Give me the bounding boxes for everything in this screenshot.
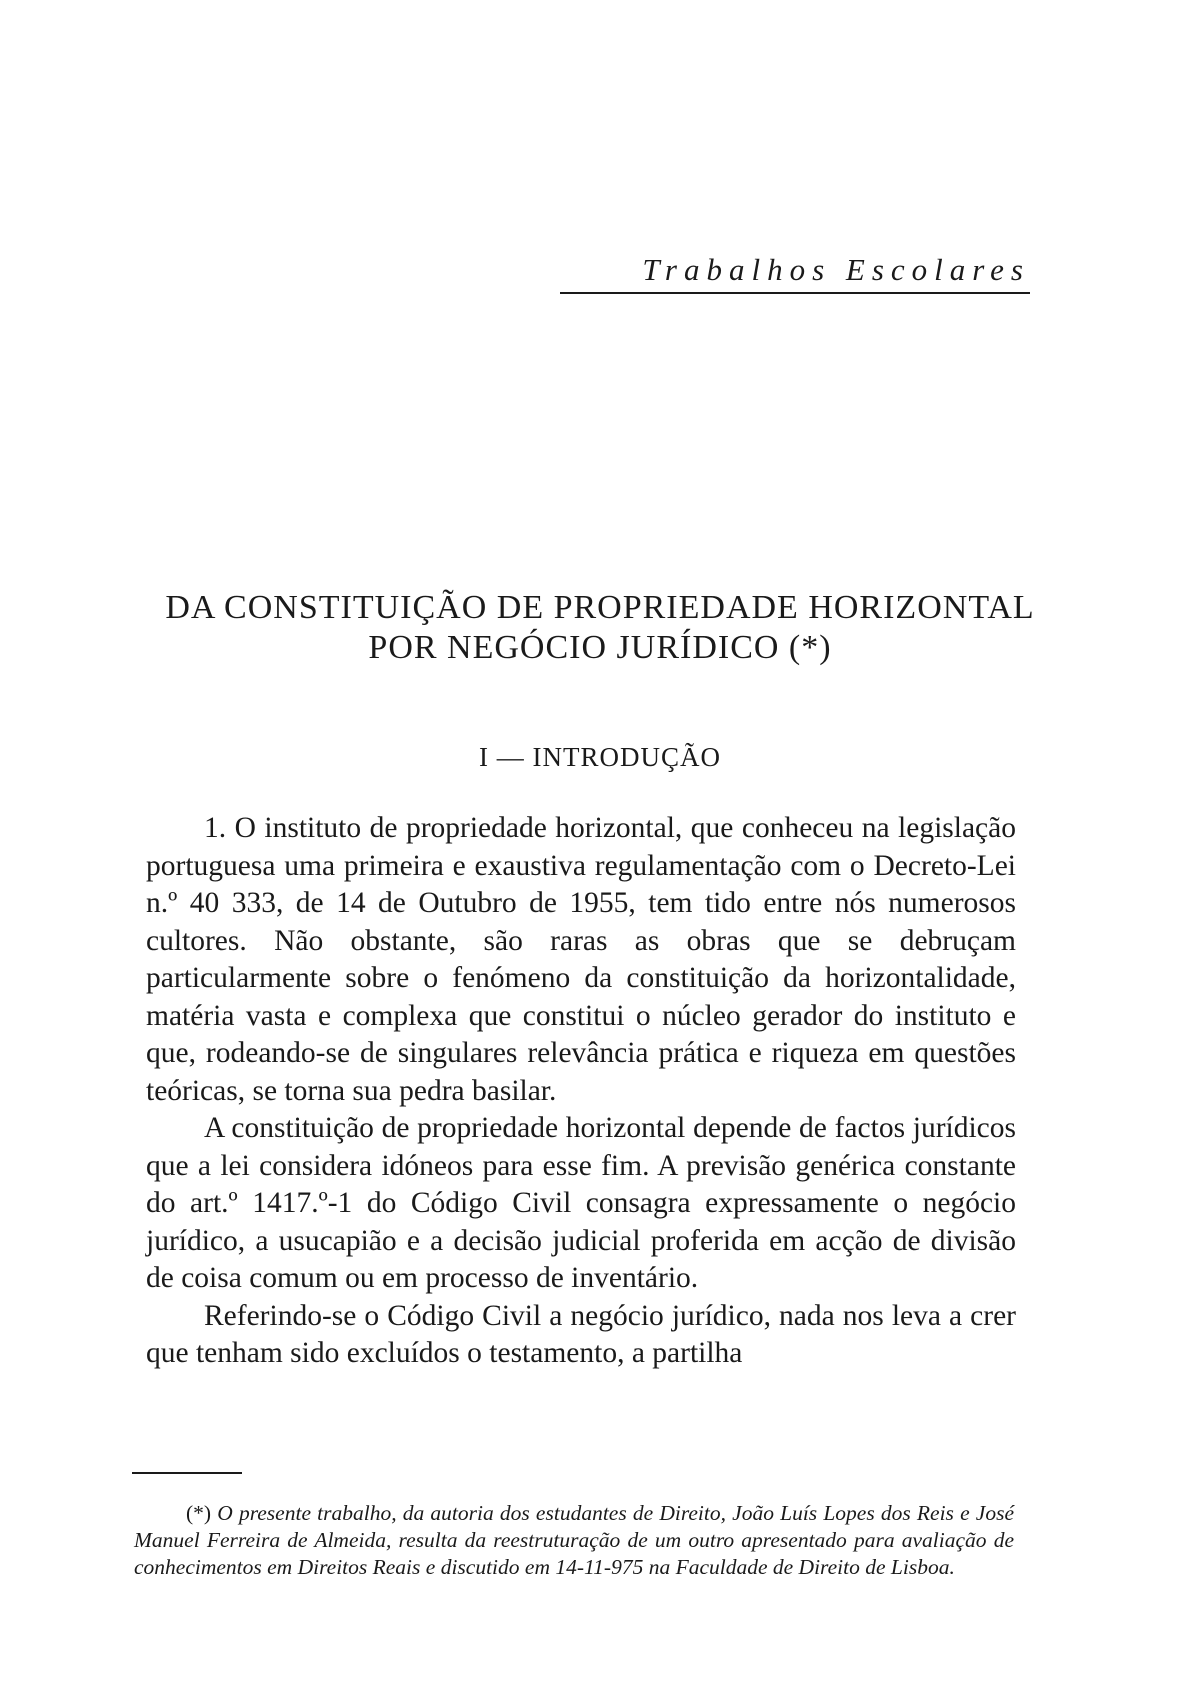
footnote-marker: (*)	[186, 1501, 212, 1525]
paragraph: A constituição de propriedade horizontal depende de factos jurídicos que a lei considera idóneos para esse fim. A previsão genérica constante do art.º 1417.º-1 do Código Civil consagra expressamente o negócio jurídico, a usucapião e a decisão judicial proferida em acção de divisão de coisa comum ou em processo de inventário.	[146, 1112, 1016, 1294]
paragraph: Referindo-se o Código Civil a negócio jurídico, nada nos leva a crer que tenham sido excluídos o testamento, a partilha	[146, 1299, 1016, 1369]
running-head: Trabalhos Escolares	[560, 252, 1030, 294]
footnote-divider	[132, 1472, 242, 1474]
footnote-text: O presente trabalho, da autoria dos estudantes de Direito, João Luís Lopes dos Reis e José Manuel Ferreira de Almeida, resulta da reestruturação de um outro apresentado para avaliação de conhecimentos em Direitos Reais e discutido em 14-11-975 na Faculdade de Direito de Lisboa.	[134, 1501, 1015, 1579]
article-title	[120, 588, 1080, 668]
footnote	[134, 1500, 1014, 1581]
section-heading: I — INTRODUÇÃO	[479, 742, 721, 772]
body-text	[146, 810, 1016, 1373]
paragraph: 1. O instituto de propriedade horizontal, que conheceu na legislação portuguesa uma primeira e exaustiva regulamentação com o Decreto-Lei n.º 40 333, de 14 de Outubro de 1955, tem tido entre nós numerosos cultores. Não obstante, são raras as obras que se debruçam particularmente sobre o fenómeno da constituição da horizontalidade, matéria vasta e complexa que constitui o núcleo gerador do instituto e que, rodeando-se de singulares relevância prática e riqueza em questões teóricas, se torna sua pedra basilar.	[146, 812, 1016, 1107]
article-title-line-1: DA CONSTITUIÇÃO DE PROPRIEDADE HORIZONTAL	[165, 589, 1035, 626]
article-title-line-2: POR NEGÓCIO JURÍDICO (*)	[368, 629, 832, 666]
